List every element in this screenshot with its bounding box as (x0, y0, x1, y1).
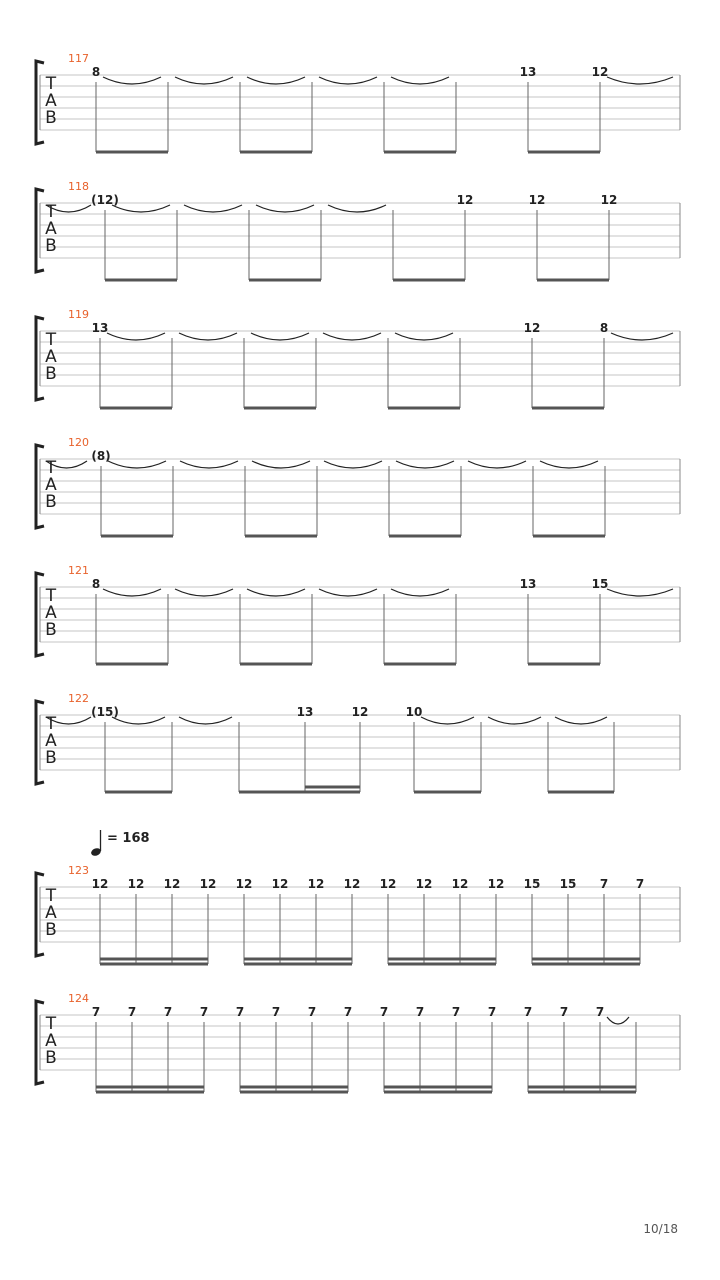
tab-clef-letter: B (45, 364, 57, 384)
tab-clef-letter: B (45, 1048, 57, 1068)
fret-number: 13 (519, 65, 537, 79)
fret-number: 12 (343, 877, 361, 891)
beam (105, 791, 172, 794)
fret-number: 7 (127, 1005, 137, 1019)
tab-clef-letter: T (45, 886, 57, 906)
fret-number: (12) (91, 193, 119, 207)
beam (393, 279, 465, 282)
beam (533, 535, 605, 538)
fret-number: 7 (595, 1005, 605, 1019)
beam (244, 963, 352, 966)
tie-arc (607, 77, 673, 84)
fret-number: 15 (591, 577, 609, 591)
beam (105, 279, 177, 282)
tie-arc (607, 1017, 629, 1024)
fret-number: 15 (523, 877, 541, 891)
fret-number: 13 (91, 321, 109, 335)
fret-number: 7 (451, 1005, 461, 1019)
beam (389, 535, 461, 538)
fret-number: 12 (456, 193, 474, 207)
tempo-marking: = 168 (107, 831, 150, 846)
tie-arc (175, 589, 233, 596)
fret-number: 7 (307, 1005, 317, 1019)
beam (96, 1091, 204, 1094)
fret-number: 8 (91, 577, 101, 591)
tie-arc (328, 205, 386, 212)
tie-arc (256, 205, 314, 212)
fret-number: 12 (307, 877, 325, 891)
fret-number: 8 (599, 321, 609, 335)
measure-number: 119 (68, 308, 89, 321)
beam-secondary (384, 1086, 492, 1089)
tab-clef-letter: T (45, 202, 57, 222)
tab-clef-letter: A (45, 91, 57, 111)
fret-number: 7 (599, 877, 609, 891)
measure-number: 117 (68, 52, 89, 65)
beam-secondary (305, 786, 360, 789)
fret-number: 7 (91, 1005, 101, 1019)
measure-number: 124 (68, 992, 89, 1005)
tie-arc (112, 717, 165, 724)
tab-clef-letter: T (45, 458, 57, 478)
beam (239, 791, 360, 794)
beam-secondary (244, 958, 352, 961)
beam (96, 663, 168, 666)
measure-number: 123 (68, 864, 89, 877)
tie-arc (179, 333, 237, 340)
fret-number: 12 (271, 877, 289, 891)
tab-clef-letter: T (45, 586, 57, 606)
fret-number: 12 (163, 877, 181, 891)
tab-clef-letter: A (45, 731, 57, 751)
fret-number: 12 (451, 877, 469, 891)
tie-arc (179, 717, 232, 724)
tab-clef-letter: B (45, 620, 57, 640)
tie-arc (175, 77, 233, 84)
beam (414, 791, 481, 794)
tie-arc (611, 333, 673, 340)
measure-number: 120 (68, 436, 89, 449)
beam (532, 407, 604, 410)
beam (100, 407, 172, 410)
beam (101, 535, 173, 538)
beam (244, 407, 316, 410)
fret-number: 7 (163, 1005, 173, 1019)
tab-clef-letter: B (45, 920, 57, 940)
tie-arc (103, 77, 161, 84)
beam (548, 791, 614, 794)
fret-number: 8 (91, 65, 101, 79)
beam (240, 151, 312, 154)
fret-number: 7 (379, 1005, 389, 1019)
tie-arc (540, 461, 598, 468)
tie-arc (108, 461, 166, 468)
fret-number: (15) (91, 705, 119, 719)
tie-arc (112, 205, 170, 212)
tab-clef-letter: A (45, 475, 57, 495)
tie-arc (184, 205, 242, 212)
fret-number: 10 (405, 705, 423, 719)
tie-arc (468, 461, 526, 468)
tie-arc (103, 589, 161, 596)
tie-arc (247, 589, 305, 596)
fret-number: 7 (635, 877, 645, 891)
fret-number: 7 (343, 1005, 353, 1019)
tie-arc (180, 461, 238, 468)
tie-arc (396, 461, 454, 468)
tie-arc (251, 333, 309, 340)
tab-clef-letter: T (45, 330, 57, 350)
beam (528, 663, 600, 666)
beam (249, 279, 321, 282)
tie-arc (323, 333, 381, 340)
tie-arc (395, 333, 453, 340)
tab-clef-letter: T (45, 1014, 57, 1034)
tie-arc (488, 717, 541, 724)
beam (388, 407, 460, 410)
fret-number: 7 (559, 1005, 569, 1019)
fret-number: 12 (351, 705, 369, 719)
beam (100, 963, 208, 966)
tab-clef-letter: A (45, 219, 57, 239)
tie-arc (555, 717, 607, 724)
fret-number: (8) (91, 449, 111, 463)
tie-arc (391, 589, 449, 596)
fret-number: 15 (559, 877, 577, 891)
tie-arc (391, 77, 449, 84)
fret-number: 12 (591, 65, 609, 79)
beam (384, 1091, 492, 1094)
fret-number: 7 (523, 1005, 533, 1019)
beam-secondary (96, 1086, 204, 1089)
beam (384, 663, 456, 666)
beam (528, 151, 600, 154)
fret-number: 12 (528, 193, 546, 207)
beam (240, 1091, 348, 1094)
fret-number: 12 (487, 877, 505, 891)
tab-clef-letter: T (45, 74, 57, 94)
beam (245, 535, 317, 538)
beam (537, 279, 609, 282)
fret-number: 7 (487, 1005, 497, 1019)
measure-number: 122 (68, 692, 89, 705)
beam-secondary (528, 1086, 636, 1089)
fret-number: 12 (379, 877, 397, 891)
tab-clef-letter: B (45, 108, 57, 128)
tie-arc (324, 461, 382, 468)
fret-number: 7 (199, 1005, 209, 1019)
tab-clef-letter: A (45, 1031, 57, 1051)
fret-number: 12 (127, 877, 145, 891)
tie-arc (421, 717, 474, 724)
fret-number: 12 (600, 193, 618, 207)
tie-arc (247, 77, 305, 84)
tab-clef-letter: A (45, 347, 57, 367)
tie-arc (319, 589, 377, 596)
fret-number: 12 (91, 877, 109, 891)
fret-number: 12 (199, 877, 217, 891)
tab-clef-letter: T (45, 714, 57, 734)
tab-clef-letter: B (45, 236, 57, 256)
fret-number: 12 (235, 877, 253, 891)
tie-arc (252, 461, 310, 468)
beam-secondary (100, 958, 208, 961)
tab-clef-letter: A (45, 903, 57, 923)
fret-number: 7 (415, 1005, 425, 1019)
tie-arc (607, 589, 673, 596)
beam (96, 151, 168, 154)
beam-secondary (532, 958, 640, 961)
beam (240, 663, 312, 666)
tab-clef-letter: B (45, 748, 57, 768)
measure-number: 118 (68, 180, 89, 193)
beam-secondary (240, 1086, 348, 1089)
fret-number: 13 (296, 705, 314, 719)
fret-number: 7 (235, 1005, 245, 1019)
tie-arc (319, 77, 377, 84)
tab-clef-letter: B (45, 492, 57, 512)
fret-number: 12 (415, 877, 433, 891)
fret-number: 13 (519, 577, 537, 591)
tie-arc (107, 333, 165, 340)
page-number: 10/18 (643, 1222, 678, 1236)
fret-number: 12 (523, 321, 541, 335)
beam-secondary (388, 958, 496, 961)
tab-clef-letter: A (45, 603, 57, 623)
beam (532, 963, 640, 966)
measure-number: 121 (68, 564, 89, 577)
beam (384, 151, 456, 154)
beam (388, 963, 496, 966)
beam (528, 1091, 636, 1094)
fret-number: 7 (271, 1005, 281, 1019)
